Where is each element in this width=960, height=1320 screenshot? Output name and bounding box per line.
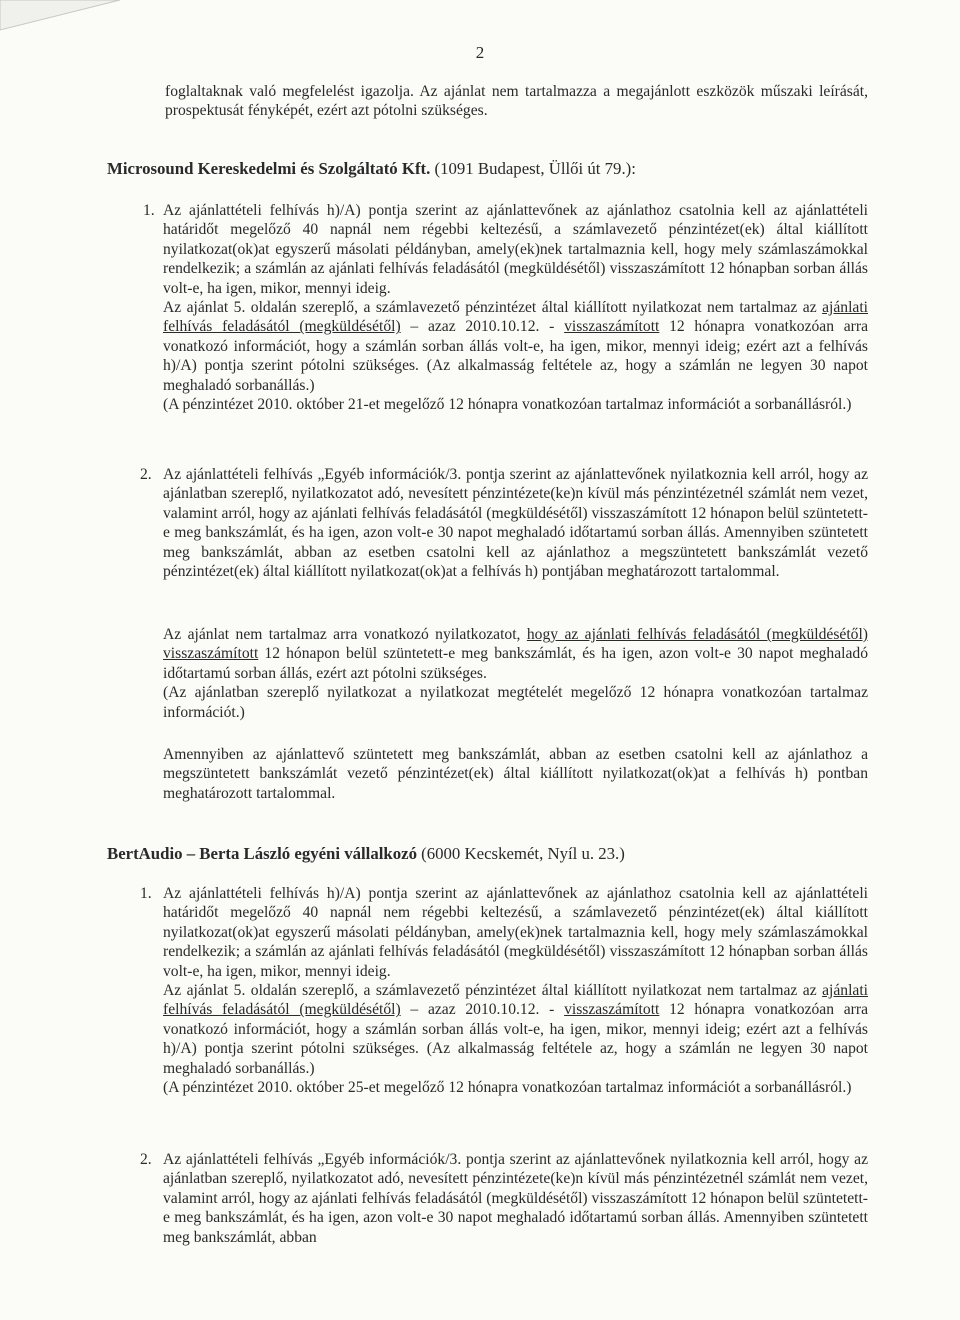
item-number: 2. bbox=[140, 1151, 152, 1168]
company-address-1: (1091 Budapest, Üllői út 79.): bbox=[434, 159, 636, 178]
page-corner-fold bbox=[0, 0, 140, 40]
paragraph: (A pénzintézet 2010. október 25-et megelőző 12 hónapra vonatkozóan tartalmaz információt a sorbanállásról.) bbox=[163, 1079, 852, 1097]
section-1-item-1 bbox=[163, 201, 868, 414]
page-number: 2 bbox=[475, 43, 485, 62]
intro-paragraph bbox=[165, 82, 868, 121]
paragraph: Az ajánlattételi felhívás h)/A) pontja szerint az ajánlattevőnek az ajánlathoz csatolnia kell az ajánlattételi határidőt megelőző 40 napnál nem régebbi keltezésű, a számlavezető pénzintézet(ek) által kiállított nyilatkozat(ok)at egyszerű másolati példányban, amely(ek)nek tartalmaznia kell, hogy mely számlaszámokkal rendelkezik; a számlán az ajánlati felhívás feladásától (megküldésétől) visszaszámított 12 hónapban sorban állás volt-e, ha igen, mikor, mennyi ideig. bbox=[163, 202, 868, 297]
section-2-heading bbox=[107, 844, 625, 863]
paragraph: Az ajánlat 5. oldalán szereplő, a számlavezető pénzintézet által kiállított nyilatkozat nem tartalmaz az ajánlati felhívás feladásától (megküldésétől) – azaz 2010.10.12. - visszaszámított 12 hónapra vonatkozóan arra vonatkozó információt, hogy a számlán sorban állás volt-e, ha igen, mikor, mennyi ideig; ezért azt a felhívás h)/A) pontja szerint pótolni szükséges. (Az alkalmasság feltétele az, hogy a számlán ne legyen 30 napot meghaladó sorbanállás.) bbox=[163, 982, 868, 1077]
section-1-item-2 bbox=[163, 465, 868, 581]
section-1-item-2-note bbox=[163, 625, 868, 722]
section-1-item-2-closing bbox=[163, 745, 868, 803]
paragraph: (Az ajánlatban szereplő nyilatkozat a nyilatkozat megtételét megelőző 12 hónapra vonatkozóan tartalmaz információt.) bbox=[163, 684, 868, 721]
paragraph: Az ajánlat nem tartalmaz arra vonatkozó nyilatkozatot, hogy az ajánlati felhívás feladásától (megküldésétől) visszaszámított 12 hónapon belül szüntetett-e meg bankszámlát, és ha igen, azon volt-e 30 napot meghaladó időtartamú sorban állás, ezért azt pótolni szükséges. bbox=[163, 626, 868, 682]
company-address-2: (6000 Kecskemét, Nyíl u. 23.) bbox=[421, 844, 625, 863]
paragraph: Az ajánlattételi felhívás „Egyéb információk/3. pontja szerint az ajánlattevőnek nyilatkoznia kell arról, hogy az ajánlatban szereplő, nyilatkozatot adó, nevesített pénzintézete(ke)n kívül más pénzintézetnél számlát nem vezet, valamint arról, hogy az ajánlati felhívás feladásától (megküldésétől) visszaszámított 12 hónapon belül szüntetett-e meg bankszámlát, és ha igen, azon volt-e 30 napot meghaladó időtartamú sorban állás. Amennyiben szüntetett meg bankszámlát, abban bbox=[163, 1151, 868, 1246]
company-name-1: Microsound Kereskedelmi és Szolgáltató Kft. bbox=[107, 159, 431, 178]
section-1-heading bbox=[107, 159, 636, 178]
section-2-item-1 bbox=[163, 884, 868, 1097]
intro-line-2: leírását, prospektusát fényképét, ezért azt pótolni szükséges. bbox=[165, 83, 868, 120]
paragraph: Az ajánlat 5. oldalán szereplő, a számlavezető pénzintézet által kiállított nyilatkozat nem tartalmaz az ajánlati felhívás feladásától (megküldésétől) – azaz 2010.10.12. - visszaszámított 12 hónapra vonatkozóan arra vonatkozó információt, hogy a számlán sorban állás volt-e, ha igen, mikor, mennyi ideig; ezért azt a felhívás h)/A) pontja szerint pótolni szükséges. (Az alkalmasság feltétele az, hogy a számlán ne legyen 30 napot meghaladó sorbanállás.) bbox=[163, 299, 868, 394]
item-number: 1. bbox=[140, 885, 152, 902]
paragraph: Az ajánlattételi felhívás h)/A) pontja szerint az ajánlattevőnek az ajánlathoz csatolnia kell az ajánlattételi határidőt megelőző 40 napnál nem régebbi keltezésű, a számlavezető pénzintézet(ek) által kiállított nyilatkozat(ok)at egyszerű másolati példányban, amely(ek)nek tartalmaznia kell, hogy mely számlaszámokkal rendelkezik; a számlán az ajánlati felhívás feladásától (megküldésétől) visszaszámított 12 hónapban sorban állás volt-e, ha igen, mikor, mennyi ideig. bbox=[163, 885, 868, 980]
item-number: 2. bbox=[140, 466, 152, 483]
paragraph: Amennyiben az ajánlattevő szüntetett meg bankszámlát, abban az esetben csatolni kell az ajánlathoz a megszüntetett bankszámlát vezető pénzintézet(ek) által kiállított nyilatkozat(ok)at a felhívás h) pontban meghatározott tartalommal. bbox=[163, 746, 868, 802]
intro-line-1: foglaltaknak való megfelelést igazolja. Az ajánlat nem tartalmazza a megajánlott eszközök műszaki bbox=[165, 83, 813, 100]
section-2-item-2 bbox=[163, 1150, 868, 1247]
company-name-2: BertAudio – Berta László egyéni vállalkozó bbox=[107, 844, 417, 863]
paragraph: Az ajánlattételi felhívás „Egyéb információk/3. pontja szerint az ajánlattevőnek nyilatkoznia kell arról, hogy az ajánlatban szereplő, nyilatkozatot adó, nevesített pénzintézete(ke)n kívül más pénzintézetnél számlát nem vezet, valamint arról, hogy az ajánlati felhívás feladásától (megküldésétől) visszaszámított 12 hónapon belül szüntetett-e meg bankszámlát, és ha igen, azon volt-e 30 napot meghaladó időtartamú sorban állás. Amennyiben szüntetett meg bankszámlát, abban az esetben csatolni kell az ajánlathoz a megszüntetett bankszámlát vezető pénzintézet(ek) által kiállított nyilatkozat(ok)at a felhívás h) pontjában meghatározott tartalommal. bbox=[163, 466, 868, 581]
paragraph: (A pénzintézet 2010. október 21-et megelőző 12 hónapra vonatkozóan tartalmaz információt a sorbanállásról.) bbox=[163, 396, 852, 414]
item-number: 1. bbox=[143, 202, 155, 219]
